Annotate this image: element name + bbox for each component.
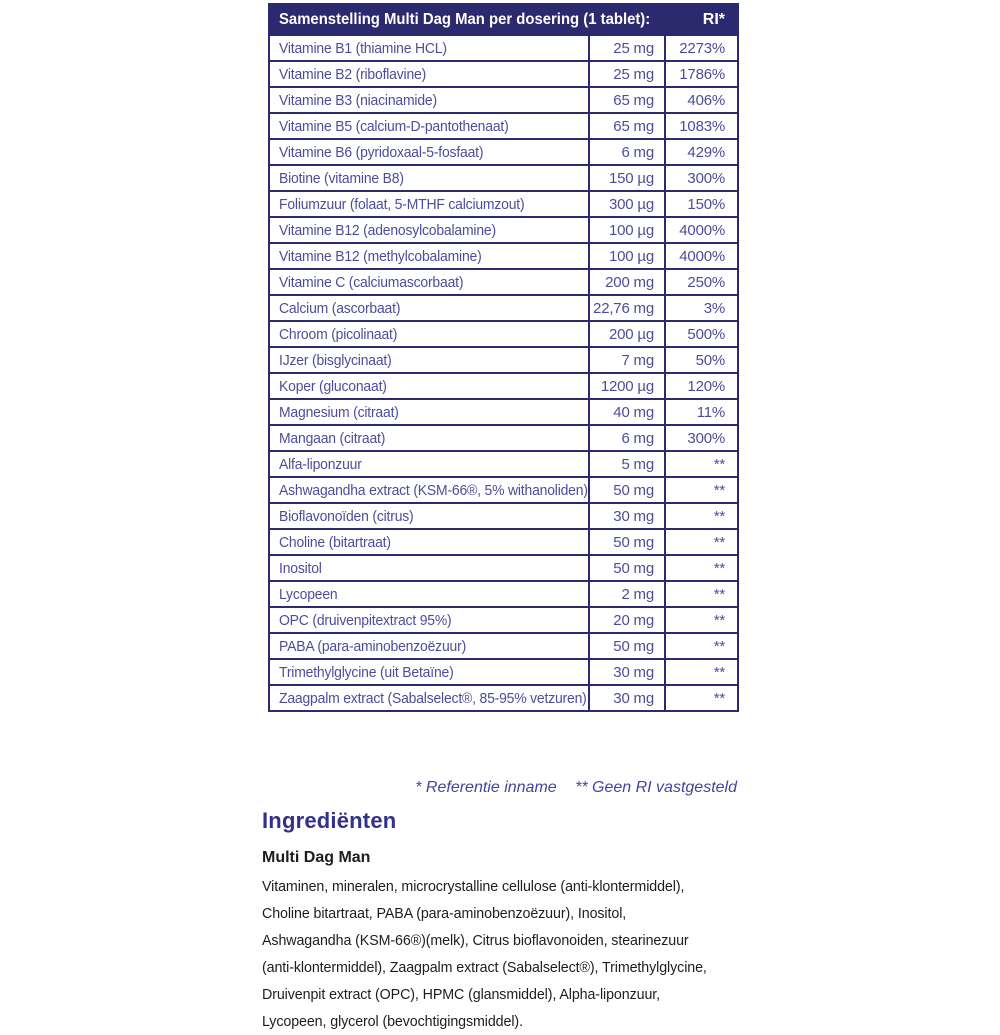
- ri-cell: 300%: [665, 165, 738, 191]
- table-row: [269, 503, 738, 529]
- amount-cell: 20 mg: [589, 607, 665, 633]
- ri-cell: 4000%: [665, 217, 738, 243]
- table-row: [269, 87, 738, 113]
- ri-cell: **: [665, 659, 738, 685]
- footnote-no-ri: ** Geen RI vastgesteld: [575, 779, 737, 796]
- amount-cell: 50 mg: [589, 633, 665, 659]
- nutrient-name-cell: [269, 87, 589, 113]
- nutrient-name-cell: [269, 555, 589, 581]
- amount-cell: 22,76 mg: [589, 295, 665, 321]
- table-row: [269, 451, 738, 477]
- table-row: [269, 555, 738, 581]
- ri-cell: 1786%: [665, 61, 738, 87]
- table-row: [269, 477, 738, 503]
- amount-cell: 300 µg: [589, 191, 665, 217]
- nutrient-name-text: Biotine (vitamine B8): [279, 169, 404, 187]
- nutrient-name-cell: [269, 659, 589, 685]
- amount-cell: 50 mg: [589, 477, 665, 503]
- nutrient-name-text: IJzer (bisglycinaat): [279, 351, 392, 369]
- nutrition-table-body: [269, 35, 738, 711]
- table-row: [269, 321, 738, 347]
- table-row: [269, 347, 738, 373]
- footnote-reference-intake: * Referentie inname: [415, 779, 557, 796]
- ri-cell: **: [665, 633, 738, 659]
- nutrient-name-text: Magnesium (citraat): [279, 403, 399, 421]
- nutrient-name-text: OPC (druivenpitextract 95%): [279, 611, 452, 629]
- nutrient-name-text: Inositol: [279, 559, 322, 577]
- ingredients-line: Ashwagandha (KSM-66®)(melk), Citrus bioflavonoiden, stearinezuur: [262, 932, 689, 949]
- table-row: [269, 61, 738, 87]
- amount-cell: 200 µg: [589, 321, 665, 347]
- table-row: [269, 607, 738, 633]
- nutrient-name-cell: [269, 477, 589, 503]
- ingredients-line: Druivenpit extract (OPC), HPMC (glansmiddel), Alpha-liponzuur,: [262, 986, 661, 1003]
- nutrient-name-cell: [269, 373, 589, 399]
- nutrient-name-text: Choline (bitartraat): [279, 533, 391, 551]
- amount-cell: 40 mg: [589, 399, 665, 425]
- ingredients-section: [262, 808, 762, 1035]
- amount-cell: 200 mg: [589, 269, 665, 295]
- nutrient-name-text: Foliumzuur (folaat, 5-MTHF calciumzout): [279, 195, 525, 213]
- ri-cell: 429%: [665, 139, 738, 165]
- table-row: [269, 581, 738, 607]
- ingredients-heading: Ingrediënten: [262, 808, 397, 833]
- ri-cell: 3%: [665, 295, 738, 321]
- table-row: [269, 633, 738, 659]
- nutrient-name-text: Zaagpalm extract (Sabalselect®, 85-95% vetzuren): [279, 689, 587, 707]
- ri-cell: **: [665, 451, 738, 477]
- nutrient-name-text: Vitamine B2 (riboflavine): [279, 65, 427, 83]
- nutrient-name-cell: [269, 35, 589, 61]
- amount-cell: 30 mg: [589, 659, 665, 685]
- amount-cell: 2 mg: [589, 581, 665, 607]
- amount-cell: 50 mg: [589, 555, 665, 581]
- table-row: [269, 35, 738, 61]
- table-row: [269, 165, 738, 191]
- table-row: [269, 217, 738, 243]
- ri-cell: **: [665, 477, 738, 503]
- nutrient-name-text: Bioflavonoïden (citrus): [279, 507, 414, 525]
- table-row: [269, 191, 738, 217]
- table-row: [269, 659, 738, 685]
- nutrient-name-cell: [269, 243, 589, 269]
- footnote: [268, 779, 737, 797]
- ingredients-line: Choline bitartraat, PABA (para-aminobenzoëzuur), Inositol,: [262, 905, 627, 922]
- nutrient-name-text: PABA (para-aminobenzoëzuur): [279, 637, 467, 655]
- amount-cell: 30 mg: [589, 685, 665, 711]
- table-row: [269, 373, 738, 399]
- table-row: [269, 139, 738, 165]
- nutrient-name-text: Alfa-liponzuur: [279, 455, 362, 473]
- ingredients-line: Lycopeen, glycerol (bevochtigingsmiddel).: [262, 1013, 523, 1030]
- nutrient-name-text: Vitamine C (calciumascorbaat): [279, 273, 464, 291]
- amount-cell: 6 mg: [589, 425, 665, 451]
- table-title: [269, 4, 665, 35]
- table-row: [269, 529, 738, 555]
- nutrient-name-cell: [269, 633, 589, 659]
- ri-cell: 11%: [665, 399, 738, 425]
- amount-cell: 30 mg: [589, 503, 665, 529]
- ri-cell: 406%: [665, 87, 738, 113]
- table-row: [269, 685, 738, 711]
- nutrient-name-cell: [269, 529, 589, 555]
- nutrient-name-cell: [269, 165, 589, 191]
- ri-cell: 250%: [665, 269, 738, 295]
- nutrient-name-cell: [269, 347, 589, 373]
- ingredients-line: Vitaminen, mineralen, microcrystalline cellulose (anti-klontermiddel),: [262, 878, 685, 895]
- ingredients-paragraph: [262, 873, 762, 1035]
- ri-cell: **: [665, 503, 738, 529]
- ingredients-line: (anti-klontermiddel), Zaagpalm extract (Sabalselect®), Trimethylglycine,: [262, 959, 707, 976]
- nutrition-table-container: [268, 3, 737, 712]
- nutrient-name-text: Lycopeen: [279, 585, 338, 603]
- table-row: [269, 399, 738, 425]
- amount-cell: 5 mg: [589, 451, 665, 477]
- table-row: [269, 113, 738, 139]
- ingredients-subheading: Multi Dag Man: [262, 849, 371, 866]
- nutrient-name-cell: [269, 425, 589, 451]
- table-row: [269, 269, 738, 295]
- amount-cell: 65 mg: [589, 87, 665, 113]
- amount-cell: 100 µg: [589, 243, 665, 269]
- ri-cell: 2273%: [665, 35, 738, 61]
- amount-cell: 65 mg: [589, 113, 665, 139]
- nutrient-name-cell: [269, 217, 589, 243]
- ri-cell: **: [665, 555, 738, 581]
- nutrient-name-text: Koper (gluconaat): [279, 377, 387, 395]
- amount-cell: 150 µg: [589, 165, 665, 191]
- ri-cell: 50%: [665, 347, 738, 373]
- table-header-row: [269, 4, 738, 35]
- nutrient-name-cell: [269, 139, 589, 165]
- nutrient-name-text: Calcium (ascorbaat): [279, 299, 401, 317]
- ri-cell: 120%: [665, 373, 738, 399]
- ri-cell: 500%: [665, 321, 738, 347]
- nutrient-name-cell: [269, 581, 589, 607]
- amount-cell: 6 mg: [589, 139, 665, 165]
- nutrient-name-text: Vitamine B3 (niacinamide): [279, 91, 437, 109]
- table-row: [269, 295, 738, 321]
- amount-cell: 1200 µg: [589, 373, 665, 399]
- nutrient-name-cell: [269, 321, 589, 347]
- nutrient-name-text: Vitamine B12 (adenosylcobalamine): [279, 221, 496, 239]
- nutrient-name-text: Mangaan (citraat): [279, 429, 386, 447]
- nutrient-name-text: Vitamine B5 (calcium-D-pantothenaat): [279, 117, 509, 135]
- nutrient-name-cell: [269, 503, 589, 529]
- amount-cell: 50 mg: [589, 529, 665, 555]
- nutrient-name-text: Vitamine B12 (methylcobalamine): [279, 247, 482, 265]
- ri-cell: **: [665, 607, 738, 633]
- nutrient-name-text: Ashwagandha extract (KSM-66®, 5% withanoliden): [279, 481, 588, 499]
- ri-cell: 1083%: [665, 113, 738, 139]
- nutrient-name-text: Trimethylglycine (uit Betaïne): [279, 663, 454, 681]
- table-title-text: Samenstelling Multi Dag Man per dosering (1 tablet):: [279, 10, 651, 28]
- ri-cell: 300%: [665, 425, 738, 451]
- amount-cell: 25 mg: [589, 35, 665, 61]
- amount-cell: 25 mg: [589, 61, 665, 87]
- ri-column-header: RI*: [665, 4, 738, 35]
- nutrient-name-cell: [269, 113, 589, 139]
- nutrient-name-cell: [269, 607, 589, 633]
- amount-cell: 7 mg: [589, 347, 665, 373]
- nutrition-table: [268, 3, 739, 712]
- nutrient-name-cell: [269, 61, 589, 87]
- nutrient-name-cell: [269, 191, 589, 217]
- nutrient-name-text: Chroom (picolinaat): [279, 325, 398, 343]
- amount-cell: 100 µg: [589, 217, 665, 243]
- nutrient-name-cell: [269, 269, 589, 295]
- ri-cell: 150%: [665, 191, 738, 217]
- ri-cell: **: [665, 529, 738, 555]
- table-row: [269, 243, 738, 269]
- table-row: [269, 425, 738, 451]
- ri-cell: **: [665, 581, 738, 607]
- nutrient-name-cell: [269, 295, 589, 321]
- nutrient-name-cell: [269, 399, 589, 425]
- ri-cell: 4000%: [665, 243, 738, 269]
- nutrient-name-cell: [269, 685, 589, 711]
- nutrient-name-text: Vitamine B6 (pyridoxaal-5-fosfaat): [279, 143, 484, 161]
- nutrient-name-cell: [269, 451, 589, 477]
- nutrient-name-text: Vitamine B1 (thiamine HCL): [279, 39, 447, 57]
- ri-cell: **: [665, 685, 738, 711]
